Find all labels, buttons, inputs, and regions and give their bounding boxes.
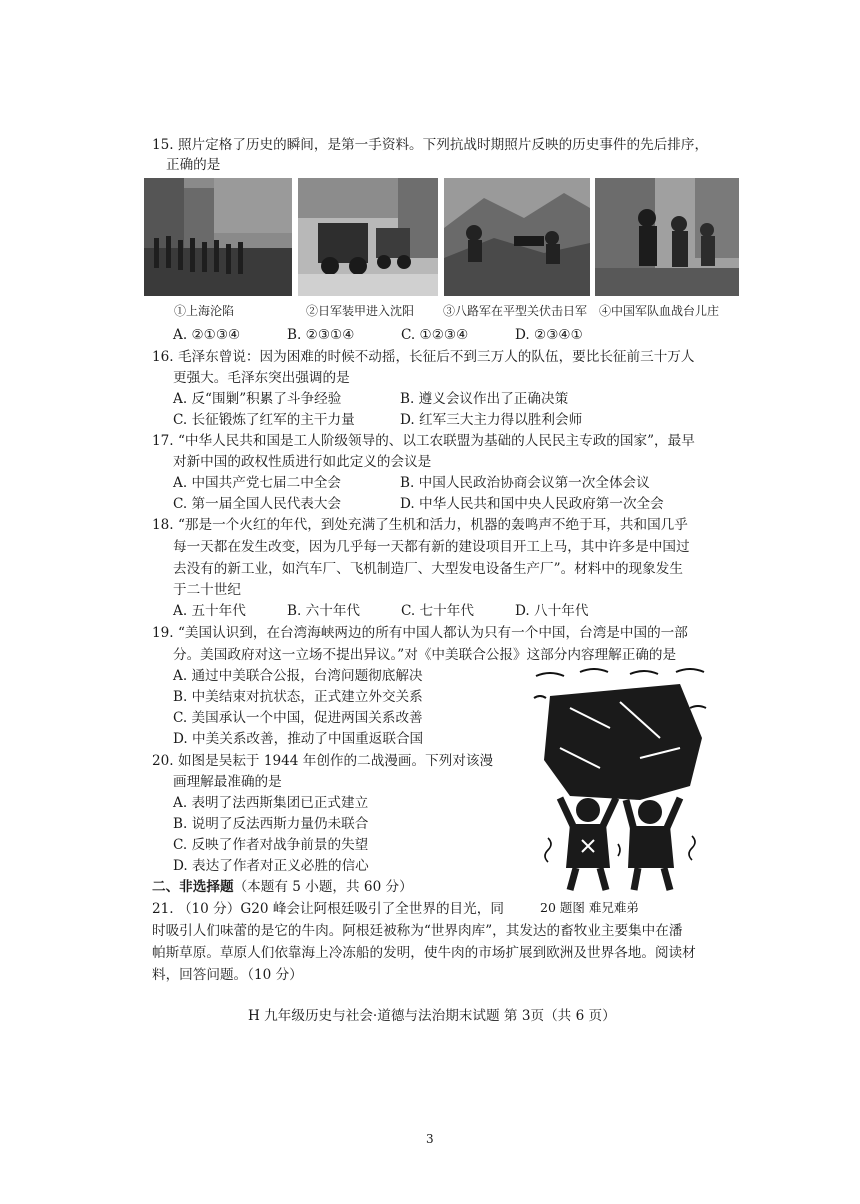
q17-option-b: B. 中国人民政治协商会议第一次全体会议 <box>400 475 650 491</box>
section2-note: （本题有 5 小题，共 60 分） <box>233 879 413 895</box>
q16-option-b: B. 遵义会议作出了正确决策 <box>400 391 569 407</box>
cartoon-caption: 20 题图 难兄难弟 <box>540 900 639 915</box>
q15-option-b: B. ②③①④ <box>287 327 355 343</box>
page-footer: H 九年级历史与社会·道德与法治期末试题 第 3页（共 6 页） <box>248 1008 616 1024</box>
q16-stem-line2: 更强大。毛泽东突出强调的是 <box>173 370 350 386</box>
q15-stem-line2: 正确的是 <box>166 157 221 173</box>
q20-option-a: A. 表明了法西斯集团已正式建立 <box>173 795 369 811</box>
caption-photo-3: ③八路军在平型关伏击日军 <box>443 304 588 318</box>
photo-pingxingguan <box>444 178 590 296</box>
section2-title: 二、非选择题 <box>152 879 234 895</box>
q19-option-d: D. 中美关系改善，推动了中国重返联合国 <box>173 731 424 747</box>
q15-option-c: C. ①②③④ <box>401 327 469 343</box>
photo-shenyang-armor <box>298 178 438 296</box>
q20-option-c: C. 反映了作者对战争前景的失望 <box>173 837 369 853</box>
q17-stem-line2: 对新中国的政权性质进行如此定义的会议是 <box>173 454 432 470</box>
q16-option-a: A. 反“围剿”积累了斗争经验 <box>173 391 342 407</box>
photo-taierzhuang <box>595 178 739 296</box>
q16-stem-line1: 16. 毛泽东曾说：因为困难的时候不动摇，长征后不到三万人的队伍，要比长征前三十万人 <box>152 349 695 365</box>
q20-stem-line1: 20. 如图是吴耘于 1944 年创作的二战漫画。下列对该漫 <box>152 753 494 769</box>
q15-option-d: D. ②③④① <box>515 327 583 343</box>
q21-line4: 料，回答问题。（10 分） <box>152 967 303 983</box>
q17-stem-line1: 17. “中华人民共和国是工人阶级领导的、以工农联盟为基础的人民民主专政的国家”，最早 <box>152 433 695 449</box>
q20-stem-line2: 画理解最准确的是 <box>173 774 282 790</box>
q20-option-b: B. 说明了反法西斯力量仍未联合 <box>173 816 369 832</box>
q18-option-c: C. 七十年代 <box>401 603 474 619</box>
q18-stem-line3: 去没有的新工业，如汽车厂、飞机制造厂、大型发电设备生产厂”。材料中的现象发生 <box>173 561 683 577</box>
cartoon-figure <box>530 668 710 896</box>
q18-option-a: A. 五十年代 <box>173 603 246 619</box>
q20-option-d: D. 表达了作者对正义必胜的信心 <box>173 858 369 874</box>
q16-option-c: C. 长征锻炼了红军的主干力量 <box>173 412 355 428</box>
q18-stem-line2: 每一天都在发生改变，因为几乎每一天都有新的建设项目开工上马，其中许多是中国过 <box>173 539 690 555</box>
q18-option-b: B. 六十年代 <box>287 603 361 619</box>
q18-stem-line4: 于二十世纪 <box>173 582 241 598</box>
q15-stem-line1: 15. 照片定格了历史的瞬间，是第一手资料。下列抗战时期照片反映的历史事件的先后排序， <box>152 137 709 153</box>
q16-option-d: D. 红军三大主力得以胜利会师 <box>400 412 583 428</box>
q17-option-d: D. 中华人民共和国中央人民政府第一次全会 <box>400 496 664 512</box>
q19-option-b: B. 中美结束对抗状态，正式建立外交关系 <box>173 689 423 705</box>
q17-option-a: A. 中国共产党七届二中全会 <box>173 475 341 491</box>
section2-heading <box>152 877 413 897</box>
q17-option-c: C. 第一届全国人民代表大会 <box>173 496 342 512</box>
q19-stem-line2: 分。美国政府对这一立场不提出异议。”对《中美联合公报》这部分内容理解正确的是 <box>173 647 677 663</box>
q15-option-a: A. ②①③④ <box>173 327 241 343</box>
q21-line3: 帕斯草原。草原人们依靠海上冷冻船的发明，使牛肉的市场扩展到欧洲及世界各地。阅读材 <box>152 945 696 961</box>
q18-option-d: D. 八十年代 <box>515 603 589 619</box>
page-number: 3 <box>426 1132 434 1146</box>
caption-photo-4: ④中国军队血战台儿庄 <box>599 304 720 318</box>
q18-stem-line1: 18. “那是一个火红的年代，到处充满了生机和活力，机器的轰鸣声不绝于耳，共和国几乎 <box>152 517 688 533</box>
q19-stem-line1: 19. “美国认识到，在台湾海峡两边的所有中国人都认为只有一个中国，台湾是中国的一部 <box>152 625 688 641</box>
q21-line2: 时吸引人们味蕾的是它的牛肉。阿根廷被称为“世界肉库”，其发达的畜牧业主要集中在潘 <box>152 923 683 939</box>
q21-line1: 21. （10 分）G20 峰会让阿根廷吸引了全世界的目光，同 <box>152 901 504 917</box>
q19-option-a: A. 通过中美联合公报，台湾问题彻底解决 <box>173 668 423 684</box>
q19-option-c: C. 美国承认一个中国，促进两国关系改善 <box>173 710 423 726</box>
caption-photo-1: ①上海沦陷 <box>174 304 235 318</box>
caption-photo-2: ②日军装甲进入沈阳 <box>306 304 415 318</box>
photo-shanghai-fall <box>144 178 292 296</box>
